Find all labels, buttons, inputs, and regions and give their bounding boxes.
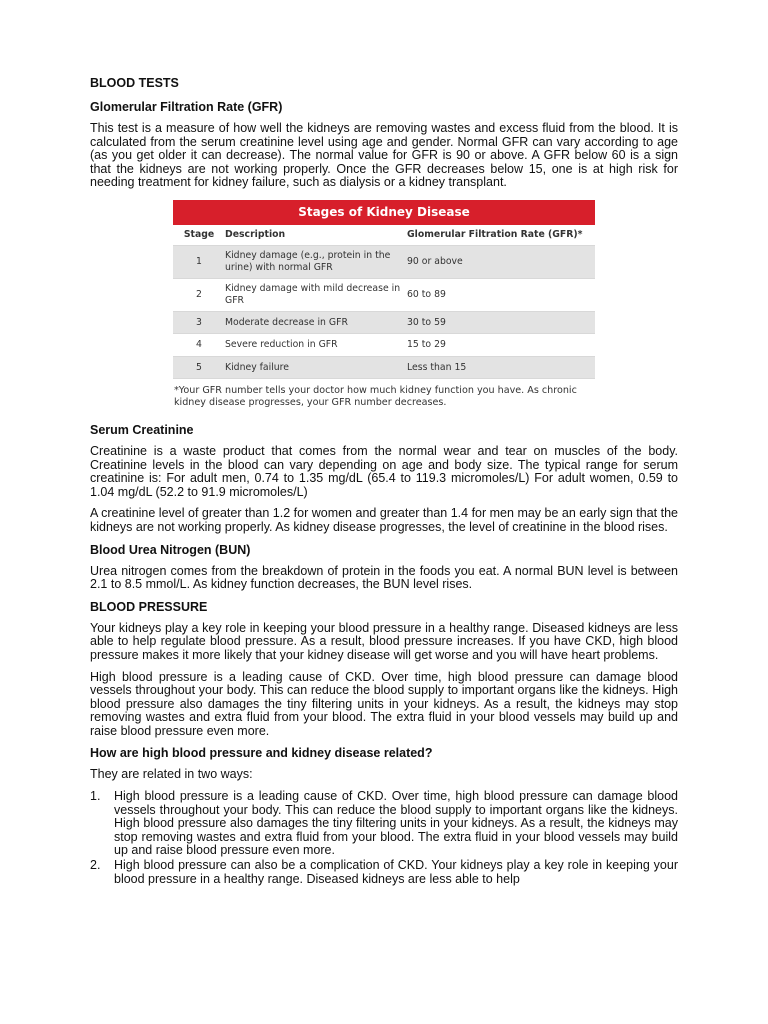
row-stage: 4 — [196, 339, 202, 351]
header-stage: Stage — [183, 229, 215, 241]
heading-gfr: Glomerular Filtration Rate (GFR) — [90, 100, 283, 114]
kidney-stages-table — [173, 200, 595, 409]
row-stage: 2 — [196, 289, 202, 301]
document-page — [90, 76, 678, 887]
bun-paragraph: Urea nitrogen comes from the breakdown of protein in the foods you eat. A normal BUN level is between 2.1 to 8.5 mmol/L. As kidney function decreases, the BUN level rises. — [90, 563, 678, 592]
table-header-row — [173, 225, 595, 246]
row-gfr: 30 to 59 — [407, 316, 446, 328]
header-description: Description — [225, 229, 286, 241]
list-text: High blood pressure can also be a complication of CKD. Your kidneys play a key role in keeping your blood pressure in a healthy range. Diseased kidneys are less able to help — [114, 858, 678, 886]
table-title: Stages of Kidney Disease — [173, 200, 595, 225]
creatinine-paragraph-2: A creatinine level of greater than 1.2 for women and greater than 1.4 for men may be an early sign that the kidneys are not working properly. As kidney disease progresses, the level of creatinine in the blood rises. — [90, 506, 678, 534]
bp-paragraph-2: High blood pressure is a leading cause of CKD. Over time, high blood pressure can damage blood vessels throughout your body. This can reduce the blood supply to important organs like the kidneys. High blood pressure also damages the tiny filtering units in your kidneys. As a result, the kidneys may stop removing wastes and extra fluid from your blood. The extra fluid in your blood vessels may build up and raise blood pressure even more. — [90, 669, 678, 738]
row-description: Kidney damage (e.g., protein in the urine) with normal GFR — [225, 250, 391, 273]
heading-blood-tests: BLOOD TESTS — [90, 76, 179, 90]
row-gfr: 60 to 89 — [407, 289, 446, 301]
numbered-list — [90, 790, 678, 886]
row-stage: 3 — [196, 316, 202, 328]
header-gfr: Glomerular Filtration Rate (GFR)* — [407, 229, 583, 241]
row-gfr: Less than 15 — [407, 361, 467, 373]
row-description: Kidney damage with mild decrease in GFR — [225, 283, 401, 306]
table-footnote: *Your GFR number tells your doctor how much kidney function you have. As chronic kidney disease progresses, your GFR number decreases. — [174, 384, 577, 408]
list-item — [90, 859, 678, 886]
row-description: Severe reduction in GFR — [225, 339, 338, 351]
creatinine-paragraph-1: Creatinine is a waste product that comes from the normal wear and tear on muscles of the body. Creatinine levels in the blood can vary depending on age and body size. The typical range for serum creatinine is: For adult men, 0.74 to 1.35 mg/dL (65.4 to 119.3 micromoles/L) For adult women, 0.59 to 1.04 mg/dL (52.2 to 91.9 micromoles/L) — [90, 443, 678, 499]
table-row — [173, 334, 595, 357]
list-item — [90, 790, 678, 858]
bp-paragraph-1: Your kidneys play a key role in keeping your blood pressure in a healthy range. Diseased kidneys are less able to help regulate blood pressure. As a result, blood pressure increases. If you have CKD, high blood pressure makes it more likely that your kidney disease will get worse and you will have heart problems. — [90, 620, 678, 662]
row-gfr: 15 to 29 — [407, 339, 446, 351]
row-description: Moderate decrease in GFR — [225, 316, 348, 328]
row-stage: 1 — [196, 256, 202, 268]
heading-bun: Blood Urea Nitrogen (BUN) — [90, 542, 251, 557]
list-text: High blood pressure is a leading cause of CKD. Over time, high blood pressure can damage blood vessels throughout your body. This can reduce the blood supply to important organs like the kidneys. High blood pressure also damages the tiny filtering units in your kidneys. As a result, the kidneys may stop removing wastes and extra fluid from your blood. The extra fluid in your blood vessels may build up and raise blood pressure even more. — [114, 789, 678, 858]
row-description: Kidney failure — [225, 361, 290, 373]
heading-related: How are high blood pressure and kidney disease related? — [90, 746, 433, 761]
related-intro: They are related in two ways: — [90, 767, 253, 782]
table-row — [173, 246, 595, 279]
gfr-paragraph: This test is a measure of how well the kidneys are removing wastes and excess fluid from the blood. It is calculated from the serum creatinine level using age and gender. Normal GFR can vary according to age (as you get older it can decrease). The normal value for GFR is 90 or above. A GFR below 60 is a sign that the kidneys are not working properly. Once the GFR decreases below 15, one is at high risk for needing treatment for kidney failure, such as dialysis or a kidney transplant. — [90, 121, 678, 190]
table-row — [173, 279, 595, 312]
list-number: 2. — [90, 858, 101, 873]
row-stage: 5 — [196, 361, 202, 373]
heading-serum-creatinine: Serum Creatinine — [90, 422, 194, 437]
table-row — [173, 312, 595, 334]
list-number: 1. — [90, 789, 101, 804]
table-row — [173, 357, 595, 379]
heading-blood-pressure: BLOOD PRESSURE — [90, 599, 208, 614]
row-gfr: 90 or above — [407, 256, 463, 268]
